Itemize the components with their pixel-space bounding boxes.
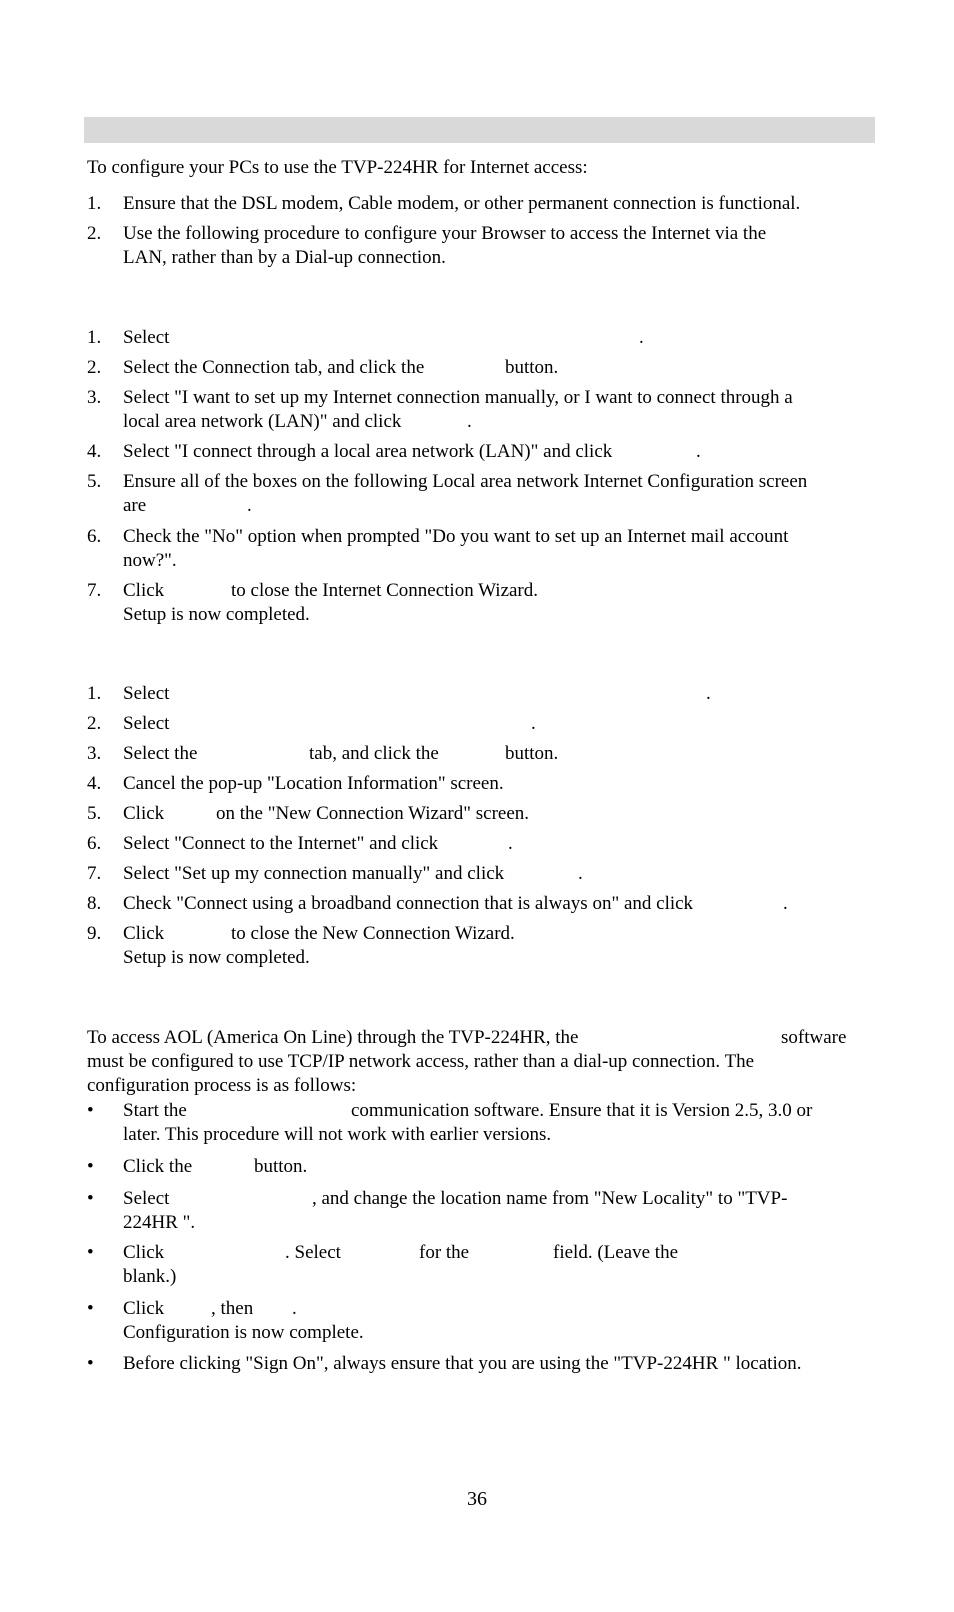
ie-step-text: Check the "No" option when prompted "Do you want to set up an Internet mail account <box>123 526 789 547</box>
ie-step-text-continuation: . <box>247 495 252 516</box>
ie-step-text-continuation: . <box>467 411 472 432</box>
xp-step-text: Click <box>123 923 165 944</box>
xp-step-text: Select "Connect to the Internet" and click <box>123 833 439 854</box>
ie-step-text: Select the Connection tab, and click the <box>123 357 425 378</box>
aol-bullet-text: Select <box>123 1188 170 1209</box>
intro-text: To configure your PCs to use the TVP-224HR for Internet access: <box>87 157 588 178</box>
bullet-icon: • <box>87 1156 94 1177</box>
aol-bullet-text-continuation: . Select <box>285 1242 341 1263</box>
ie-step-text: Click <box>123 580 165 601</box>
aol-bullet-text: later. This procedure will not work with earlier versions. <box>123 1124 552 1145</box>
general-step-number: 2. <box>87 223 102 244</box>
xp-step-text: Click <box>123 803 165 824</box>
aol-bullet-text: Click the <box>123 1156 193 1177</box>
xp-step-text: Select the <box>123 743 198 764</box>
bullet-icon: • <box>87 1298 94 1319</box>
ie-step-text: Select "I want to set up my Internet connection manually, or I want to connect through a <box>123 387 793 408</box>
xp-step-number: 4. <box>87 773 102 794</box>
ie-step-number: 1. <box>87 327 102 348</box>
xp-step-number: 5. <box>87 803 102 824</box>
bullet-icon: • <box>87 1100 94 1121</box>
xp-step-number: 8. <box>87 893 102 914</box>
ie-step-number: 7. <box>87 580 102 601</box>
ie-step-text: Select <box>123 327 170 348</box>
ie-step-number: 6. <box>87 526 102 547</box>
xp-step-text: Check "Connect using a broadband connection that is always on" and click <box>123 893 694 914</box>
xp-step-text-continuation: to close the New Connection Wizard. <box>231 923 515 944</box>
xp-step-number: 2. <box>87 713 102 734</box>
xp-step-text-continuation: button. <box>505 743 559 764</box>
xp-step-number: 7. <box>87 863 102 884</box>
xp-step-text-continuation: on the "New Connection Wizard" screen. <box>216 803 530 824</box>
aol-bullet-text: Click <box>123 1298 165 1319</box>
xp-step-text-continuation: . <box>783 893 788 914</box>
xp-step-number: 6. <box>87 833 102 854</box>
ie-step-text-continuation: . <box>696 441 701 462</box>
ie-step-text: now?". <box>123 550 177 571</box>
aol-bullet-text-continuation: , then <box>211 1298 254 1319</box>
aol-bullet-text: Configuration is now complete. <box>123 1322 364 1343</box>
bullet-icon: • <box>87 1242 94 1263</box>
bullet-icon: • <box>87 1188 94 1209</box>
aol-bullet-text-continuation: button. <box>254 1156 308 1177</box>
xp-step-text: Select <box>123 683 170 704</box>
aol-bullet-text: Click <box>123 1242 165 1263</box>
ie-step-text-continuation: to close the Internet Connection Wizard. <box>231 580 539 601</box>
ie-step-number: 5. <box>87 471 102 492</box>
ie-step-text-continuation: . <box>639 327 644 348</box>
aol-bullet-text: 224HR ". <box>123 1212 196 1233</box>
xp-step-text-continuation: . <box>531 713 536 734</box>
ie-step-number: 2. <box>87 357 102 378</box>
page-number: 36 <box>467 1488 487 1510</box>
ie-step-text: Setup is now completed. <box>123 604 310 625</box>
aol-bullet-text: blank.) <box>123 1266 177 1287</box>
xp-step-text-continuation: tab, and click the <box>309 743 439 764</box>
aol-paragraph-line: must be configured to use TCP/IP network access, rather than a dial-up connection. The <box>87 1051 755 1072</box>
xp-step-text: Select <box>123 713 170 734</box>
xp-step-text-continuation: . <box>578 863 583 884</box>
general-step-text: Ensure that the DSL modem, Cable modem, or other permanent connection is functional. <box>123 193 801 214</box>
aol-paragraph-line: software <box>781 1027 847 1048</box>
xp-step-number: 1. <box>87 683 102 704</box>
aol-bullet-text-continuation: for the <box>419 1242 470 1263</box>
aol-bullet-text: Before clicking "Sign On", always ensure that you are using the "TVP-224HR " location. <box>123 1353 802 1374</box>
xp-step-text-continuation: . <box>706 683 711 704</box>
ie-step-text: Ensure all of the boxes on the following Local area network Internet Configuration screen <box>123 471 808 492</box>
xp-step-text: Select "Set up my connection manually" and click <box>123 863 505 884</box>
ie-step-text: local area network (LAN)" and click <box>123 411 402 432</box>
ie-step-text: Select "I connect through a local area network (LAN)" and click <box>123 441 613 462</box>
aol-bullet-text-continuation: . <box>292 1298 297 1319</box>
general-step-text: Use the following procedure to configure your Browser to access the Internet via the <box>123 223 767 244</box>
aol-bullet-text-continuation: , and change the location name from "New Locality" to "TVP- <box>312 1188 788 1209</box>
xp-step-text: Setup is now completed. <box>123 947 310 968</box>
aol-paragraph-line: configuration process is as follows: <box>87 1075 357 1096</box>
aol-paragraph-line: To access AOL (America On Line) through the TVP-224HR, the <box>87 1027 579 1048</box>
ie-step-number: 4. <box>87 441 102 462</box>
ie-step-text-continuation: button. <box>505 357 559 378</box>
aol-bullet-text: Start the <box>123 1100 187 1121</box>
xp-step-text-continuation: . <box>508 833 513 854</box>
section-header-band <box>84 117 875 143</box>
xp-step-number: 3. <box>87 743 102 764</box>
general-step-number: 1. <box>87 193 102 214</box>
xp-step-text: Cancel the pop-up "Location Information" screen. <box>123 773 504 794</box>
ie-step-text: are <box>123 495 147 516</box>
general-step-text: LAN, rather than by a Dial-up connection. <box>123 247 446 268</box>
bullet-icon: • <box>87 1353 94 1374</box>
aol-bullet-text-continuation: communication software. Ensure that it is Version 2.5, 3.0 or <box>351 1100 813 1121</box>
aol-bullet-text-continuation: field. (Leave the <box>553 1242 679 1263</box>
xp-step-number: 9. <box>87 923 102 944</box>
ie-step-number: 3. <box>87 387 102 408</box>
